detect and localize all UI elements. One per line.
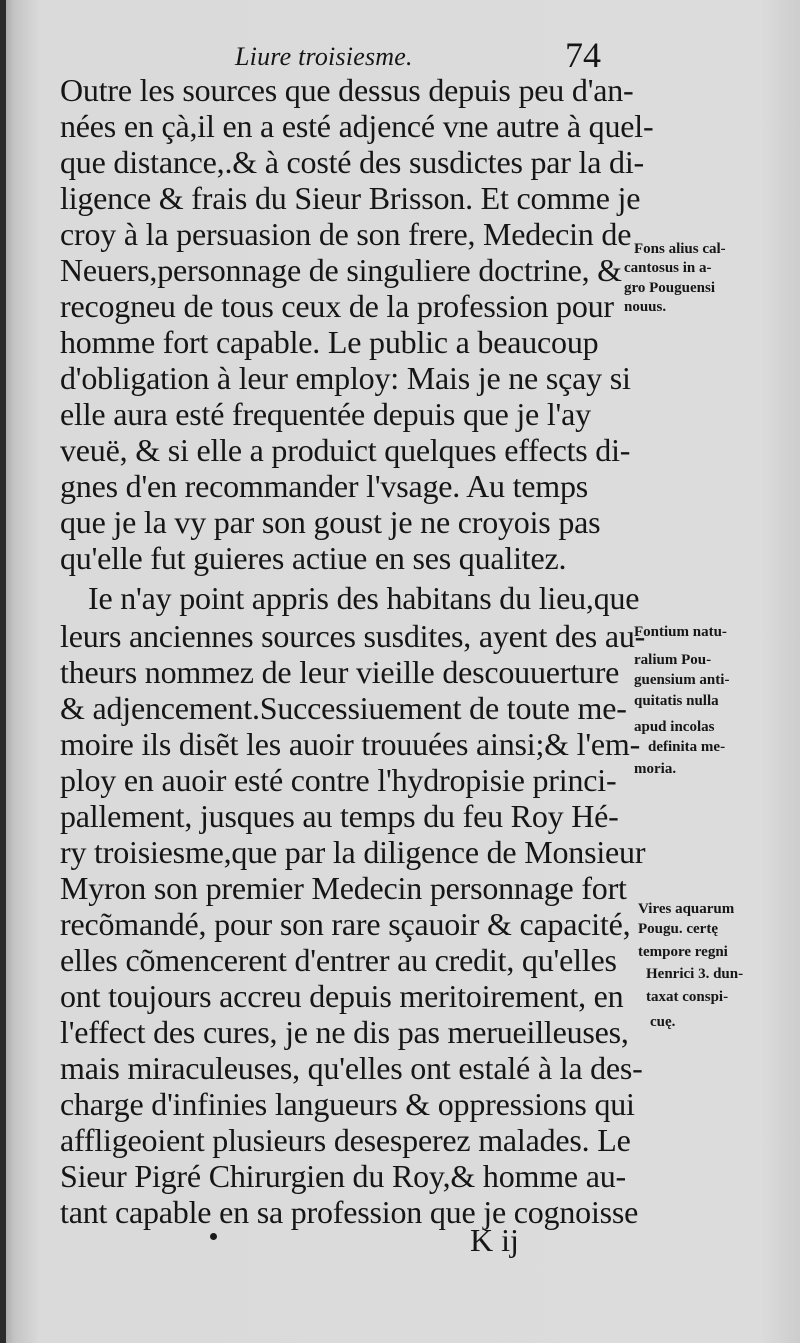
text-line: veuë, & si elle a produict quelques effects di- [60,432,631,468]
text-line: d'obligation à leur employ: Mais je ne sçay si [60,360,631,396]
text-line: moire ils disẽt les auoir trouuées ainsi;& l'em- [60,726,641,762]
text-line: croy à la persuasion de son frere, Medecin de [60,216,632,252]
text-line: ry troisiesme,que par la diligence de Monsieur [60,834,646,870]
margin-note-line: cuę. [650,1014,676,1030]
text-line: tant capable en sa profession que je cognoisse [60,1194,639,1230]
margin-note-line: Pougu. certę [638,921,718,937]
margin-note-line: tempore regni [638,944,728,960]
text-line: recõmandé, pour son rare sçauoir & capacité, [60,906,631,942]
margin-note-line: cantosus in a- [624,260,712,276]
text-line: que distance,.& à costé des susdictes par la di- [60,144,644,180]
text-line: l'effect des cures, je ne dis pas merueilleuses, [60,1014,629,1050]
page-number: 74 [565,35,601,75]
text-line: affligeoient plusieurs desesperez malades. Le [60,1122,631,1158]
signature-mark: K ij [470,1222,519,1258]
text-line: mais miraculeuses, qu'elles ont estalé à la des- [60,1050,643,1086]
margin-note-line: Fontium natu- [634,624,727,640]
text-line: nées en çà,il en a esté adjencé vne autre à quel- [60,108,654,144]
text-line: Sieur Pigré Chirurgien du Roy,& homme au- [60,1158,626,1194]
text-line: Ie n'ay point appris des habitans du lieu,que [88,580,640,616]
page-binding-edge [0,0,6,1343]
margin-note-line: definita me- [648,739,726,755]
margin-note-line: nouus. [624,299,667,315]
margin-note-line: quitatis nulla [634,693,719,709]
margin-note-line: Fons alius cal- [634,241,726,257]
text-line: que je la vy par son goust je ne croyois pas [60,504,601,540]
text-line: elle aura esté frequentée depuis que je l'ay [60,396,591,432]
text-line: Myron son premier Medecin personnage fort [60,870,627,906]
text-line: Outre les sources que dessus depuis peu d'an- [60,72,634,108]
text-line: ligence & frais du Sieur Brisson. Et comme je [60,180,641,216]
text-line: ont toujours accreu depuis meritoirement, en [60,978,624,1014]
page-header [70,35,630,75]
margin-note-line: taxat conspi- [646,989,729,1005]
text-line: leurs anciennes sources susdites, ayent des au- [60,618,646,654]
text-line: elles cõmencerent d'entrer au credit, qu'elles [60,942,617,978]
text-line: Neuers,personnage de singuliere doctrine, & [60,252,622,288]
text-line: gnes d'en recommander l'vsage. Au temps [60,468,589,504]
text-line: theurs nommez de leur vieille descouuerture [60,654,620,690]
margin-note-line: moria. [634,761,677,777]
printers-mark-dot [210,1233,217,1240]
text-line: ploy en auoir esté contre l'hydropisie princi- [60,762,617,798]
margin-note-line: guensium anti- [634,672,730,688]
text-line: qu'elle fut guieres actiue en ses qualitez. [60,540,567,576]
margin-note-line: ralium Pou- [634,652,712,668]
text-line: pallement, jusques au temps du feu Roy Hé- [60,798,619,834]
margin-note-line: apud incolas [634,719,715,735]
text-line: recogneu de tous ceux de la profession pour [60,288,614,324]
running-title: Liure troisiesme. [235,42,413,71]
margin-note-line: Henrici 3. dun- [646,966,744,982]
text-line: & adjencement.Successiuement de toute me- [60,690,627,726]
margin-note-line: Vires aquarum [638,901,735,917]
text-line: homme fort capable. Le public a beaucoup [60,324,599,360]
text-line: charge d'infinies langueurs & oppressions qui [60,1086,635,1122]
margin-note-line: gro Pouguensi [624,280,715,296]
